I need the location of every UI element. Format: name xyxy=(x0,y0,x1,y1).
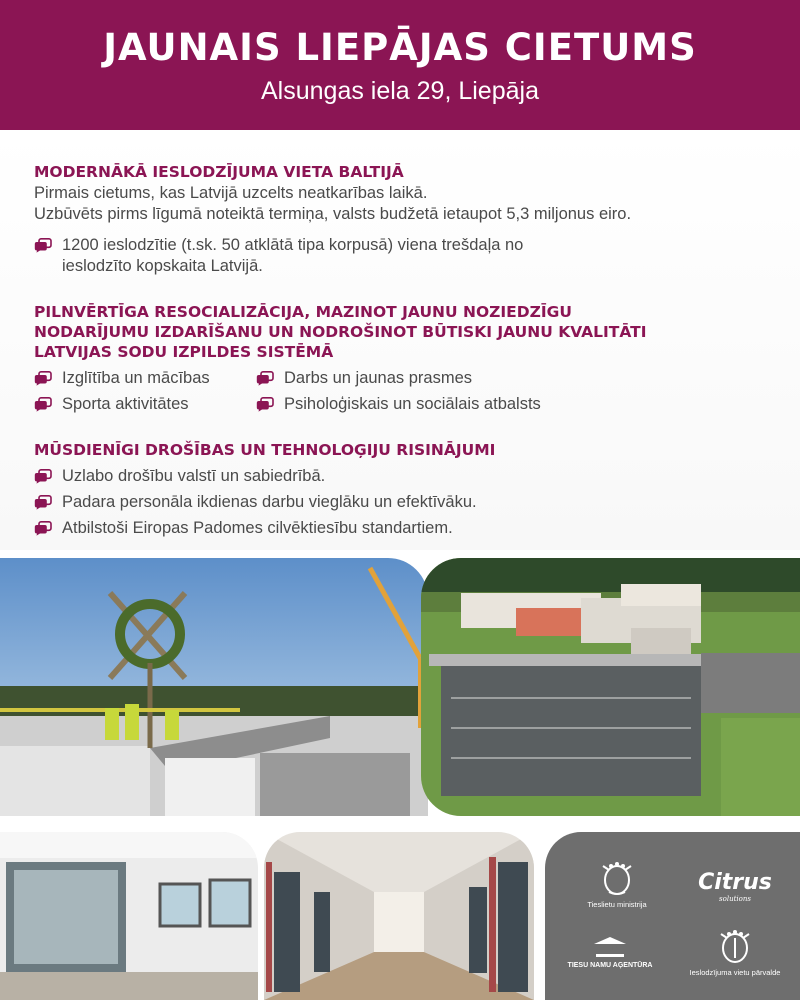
chat-bubbles-icon xyxy=(34,371,52,386)
section-security xyxy=(34,440,495,539)
logo-ministry xyxy=(567,862,667,909)
logo-prisons xyxy=(675,930,795,977)
logo-tna xyxy=(555,936,665,969)
logo-ministry-caption: Tieslietu ministrija xyxy=(587,900,647,909)
list-item: Izglītība un mācības xyxy=(34,368,256,389)
header-banner xyxy=(0,0,800,130)
section-security-title: MŪSDIENĪGI DROŠĪBAS UN TEHNOLOĢIJU RISINĀJUMI xyxy=(34,441,496,459)
bullet-text-line2: ieslodzīto kopskaita Latvijā. xyxy=(62,257,263,275)
list-item xyxy=(34,235,631,277)
list-item: Darbs un jaunas prasmes xyxy=(256,368,576,389)
section-modern-para2: Uzbūvēts pirms līgumā noteiktā termiņa, valsts budžetā ietaupot 5,3 miljonus eiro. xyxy=(34,205,632,223)
logo-citrus xyxy=(685,870,785,903)
list-item: Atbilstoši Eiropas Padomes cilvēktiesību standartiem. xyxy=(34,518,495,539)
chat-bubbles-icon xyxy=(34,495,52,510)
address: Alsungas iela 29, Liepāja xyxy=(261,77,539,105)
page-title: JAUNAIS LIEPĀJAS CIETUMS xyxy=(103,26,697,69)
logo-citrus-wordmark: Citrus xyxy=(698,870,772,895)
photo-construction-wreath xyxy=(0,558,428,816)
section-resocialization-title-line2: NODARĪJUMU IZDARĪŠANU UN NODROŠINOT BŪTISKI JAUNU KVALITĀTI xyxy=(34,323,647,341)
bullet-text-line1: 1200 ieslodzītie (t.sk. 50 atklātā tipa korpusā) viena trešdaļa no xyxy=(62,236,524,254)
chat-bubbles-icon xyxy=(256,371,274,386)
section-resocialization xyxy=(34,302,647,415)
section-resocialization-title-line1: PILNVĒRTĪGA RESOCIALIZĀCIJA, MAZINOT JAUNU NOZIEDZĪGU xyxy=(34,303,572,321)
section-modern xyxy=(34,162,631,277)
list-item: Padara personāla ikdienas darbu vieglāku un efektīvāku. xyxy=(34,492,495,513)
logo-prisons-caption: Ieslodzījuma vietu pārvalde xyxy=(689,968,781,977)
list-item: Uzlabo drošību valstī un sabiedrībā. xyxy=(34,466,495,487)
section-resocialization-title-line3: LATVIJAS SODU IZPILDES SISTĒMĀ xyxy=(34,343,334,361)
chat-bubbles-icon xyxy=(34,521,52,536)
chat-bubbles-icon xyxy=(256,397,274,412)
section-modern-title: MODERNĀKĀ IESLODZĪJUMA VIETA BALTIJĀ xyxy=(34,163,404,181)
photo-corridor xyxy=(264,832,534,1000)
chat-bubbles-icon xyxy=(34,238,52,253)
logo-tna-mark: TNA xyxy=(599,945,621,955)
coat-of-arms-icon xyxy=(599,862,635,896)
coat-of-arms-icon xyxy=(717,930,753,964)
chat-bubbles-icon xyxy=(34,397,52,412)
partner-logos-panel xyxy=(545,832,800,1000)
list-item: Psiholoģiskais un sociālais atbalsts xyxy=(256,394,576,415)
logo-tna-caption: TIESU NAMU AĢENTŪRA xyxy=(567,962,653,969)
content-area xyxy=(0,130,800,550)
section-modern-para1: Pirmais cietums, kas Latvijā uzcelts neatkarības laikā. xyxy=(34,184,428,202)
chat-bubbles-icon xyxy=(34,469,52,484)
photo-aerial-prison xyxy=(421,558,800,816)
list-item: Sporta aktivitātes xyxy=(34,394,256,415)
photo-interior-office xyxy=(0,832,258,1000)
logo-citrus-sub: solutions xyxy=(719,895,751,903)
resocialization-grid xyxy=(34,368,647,415)
